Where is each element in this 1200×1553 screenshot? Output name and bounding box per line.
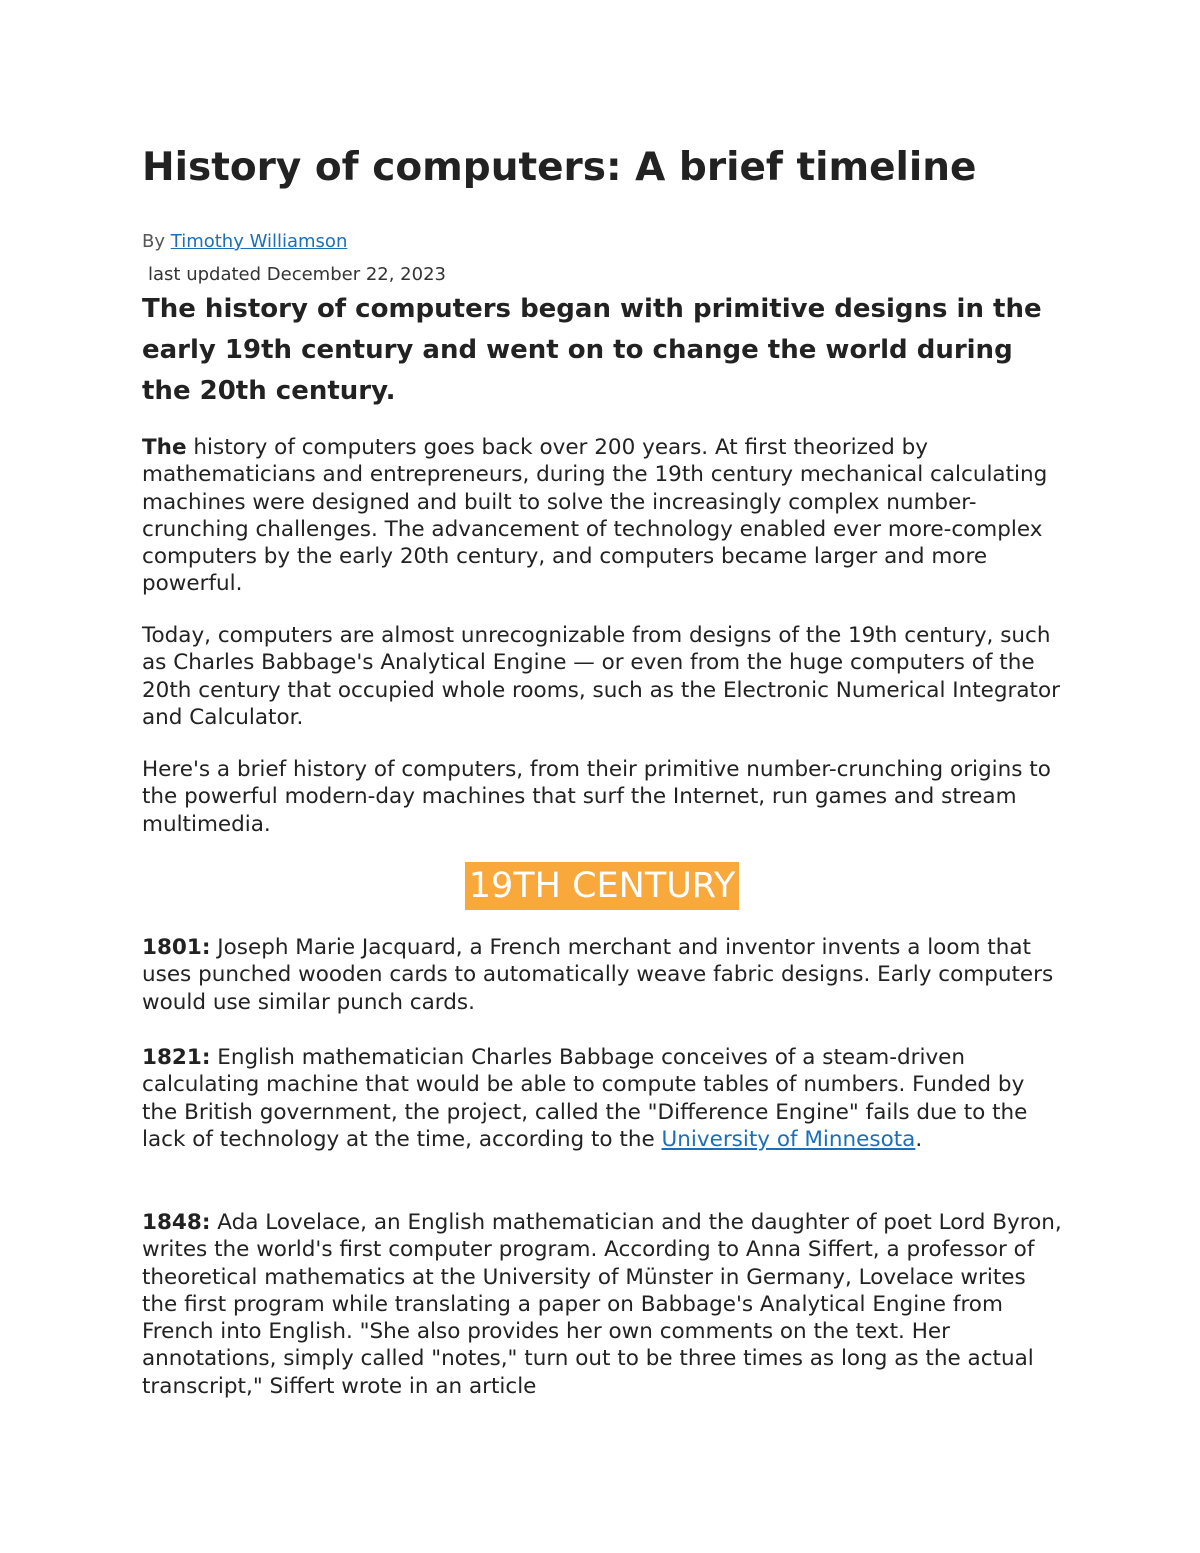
byline-prefix: By [142, 231, 166, 252]
timeline-year: 1848: [142, 1210, 211, 1235]
intro-paragraph-1-text: history of computers goes back over 200 years. At first theorized by mathematicians and entrepreneurs, during the 19th century mechanical calculating machines were designed and built to solve the increasingly complex number-crunching challenges. The advancement of technology enabled ever more-complex computers by the early 20th century, and computers became larger and more powerful. [142, 435, 1048, 597]
intro-lead-word: The [142, 435, 187, 460]
intro-paragraph-2: Today, computers are almost unrecognizable from designs of the 19th century, such as Charles Babbage's Analytical Engine — or even from the huge computers of the 20th century that occupied whole rooms, such as the Electronic Numerical Integrator and Calculator. [142, 623, 1060, 730]
timeline-year: 1821: [142, 1045, 211, 1070]
timeline-year: 1801: [142, 935, 211, 960]
timeline-entry-1801 [142, 934, 1062, 1016]
article-lede: The history of computers began with primitive designs in the early 19th century and went on to change the world during the 20th century. [142, 294, 1042, 406]
section-label-19th-century: 19TH CENTURY [465, 862, 740, 910]
intro-paragraph-3: Here's a brief history of computers, from their primitive number-crunching origins to the powerful modern-day machines that surf the Internet, run games and stream multimedia. [142, 757, 1051, 837]
university-of-minnesota-link[interactable]: University of Minnesota [661, 1126, 916, 1152]
byline [142, 229, 347, 255]
timeline-text: Joseph Marie Jacquard, a French merchant and inventor invents a loom that uses punched wooden cards to automatically weave fabric designs. Early computers would use similar punch cards. [142, 935, 1054, 1015]
timeline-text-after: . [915, 1126, 923, 1152]
last-updated-date: last updated December 22, 2023 [148, 264, 446, 285]
timeline-entry-1848 [142, 1209, 1062, 1400]
timeline-entry-1821 [142, 1044, 1062, 1153]
page-title: History of computers: A brief timeline [142, 145, 977, 190]
intro-paragraph-1 [142, 434, 1062, 598]
timeline-text: Ada Lovelace, an English mathematician and the daughter of poet Lord Byron, writes the world's first computer program. According to Anna Siffert, a professor of theoretical mathematics at the University of Münster in Germany, Lovelace writes the first program while translating a paper on Babbage's Analytical Engine from French into English. "She also provides her own comments on the text. Her annotations, simply called "notes," turn out to be three times as long as the actual transcript," Siffert wrote in an article [142, 1210, 1062, 1399]
section-heading [142, 862, 1062, 910]
timeline-text: English mathematician Charles Babbage conceives of a steam-driven calculating machine that would be able to compute tables of numbers. Funded by the British government, the project, called the "Difference Engine" fails due to the lack of technology at the time, according to the [142, 1045, 1028, 1152]
author-link[interactable]: Timothy Williamson [170, 231, 348, 252]
